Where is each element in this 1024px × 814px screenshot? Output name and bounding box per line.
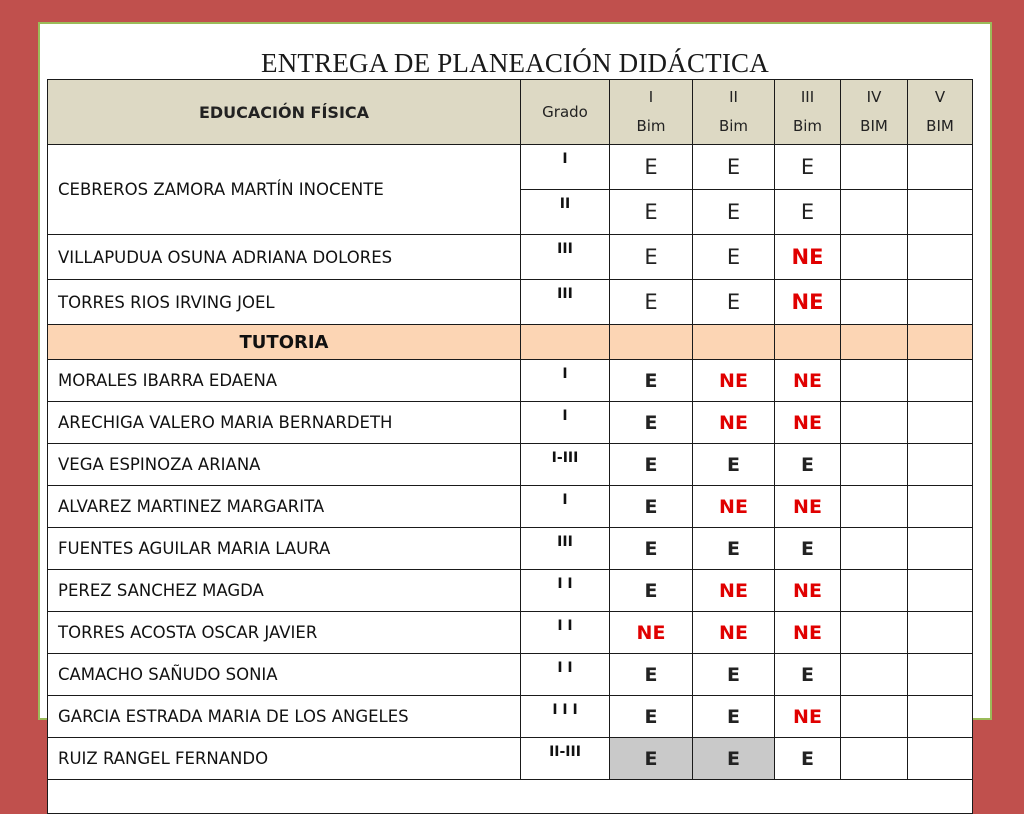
teacher-name: CEBREROS ZAMORA MARTÍN INOCENTE bbox=[48, 145, 521, 235]
subject-header: EDUCACIÓN FÍSICA bbox=[48, 80, 521, 145]
bim-5-cell bbox=[908, 528, 973, 570]
bim-3-cell: NE bbox=[775, 486, 841, 528]
teacher-name: CAMACHO SAÑUDO SONIA bbox=[48, 654, 521, 696]
bim-5-cell bbox=[908, 190, 973, 235]
bim-1-cell: E bbox=[610, 528, 693, 570]
table-row bbox=[48, 486, 973, 528]
tutoria-empty-cell bbox=[841, 325, 908, 360]
grade-cell: I bbox=[521, 360, 610, 402]
bim-5-cell bbox=[908, 402, 973, 444]
teacher-name: VILLAPUDUA OSUNA ADRIANA DOLORES bbox=[48, 235, 521, 280]
grade-cell: II bbox=[521, 190, 610, 235]
grade-cell: II-III bbox=[521, 738, 610, 780]
teacher-name: TORRES ACOSTA OSCAR JAVIER bbox=[48, 612, 521, 654]
bim-2-cell: E bbox=[693, 280, 775, 325]
col-header-5-line2: BIM bbox=[926, 117, 954, 135]
table-row bbox=[48, 145, 973, 190]
bim-1-cell: E bbox=[610, 570, 693, 612]
bim-3-cell: E bbox=[775, 190, 841, 235]
bim-2-cell: NE bbox=[693, 570, 775, 612]
bim-4-cell bbox=[841, 612, 908, 654]
table-row bbox=[48, 528, 973, 570]
teacher-name: GARCIA ESTRADA MARIA DE LOS ANGELES bbox=[48, 696, 521, 738]
empty-row bbox=[48, 780, 973, 814]
table-row bbox=[48, 570, 973, 612]
bim-1-cell: E bbox=[610, 696, 693, 738]
grade-cell: III bbox=[521, 280, 610, 325]
bim-4-cell bbox=[841, 570, 908, 612]
table-row bbox=[48, 235, 973, 280]
col-header-3 bbox=[775, 80, 841, 145]
delivery-table bbox=[47, 79, 973, 814]
table-row bbox=[48, 360, 973, 402]
bim-4-cell bbox=[841, 280, 908, 325]
bim-4-cell bbox=[841, 528, 908, 570]
bim-3-cell: E bbox=[775, 145, 841, 190]
bim-2-cell: E bbox=[693, 738, 775, 780]
teacher-name: ALVAREZ MARTINEZ MARGARITA bbox=[48, 486, 521, 528]
grade-cell: I I I bbox=[521, 696, 610, 738]
bim-2-cell: E bbox=[693, 654, 775, 696]
table-row bbox=[48, 402, 973, 444]
grade-cell: I bbox=[521, 145, 610, 190]
bim-3-cell: E bbox=[775, 528, 841, 570]
bim-4-cell bbox=[841, 654, 908, 696]
bim-4-cell bbox=[841, 444, 908, 486]
grade-cell: I I bbox=[521, 570, 610, 612]
bim-2-cell: NE bbox=[693, 402, 775, 444]
grade-cell: I bbox=[521, 486, 610, 528]
col-header-1 bbox=[610, 80, 693, 145]
tutoria-empty-cell bbox=[610, 325, 693, 360]
page-title: ENTREGA DE PLANEACIÓN DIDÁCTICA bbox=[261, 48, 769, 78]
bim-2-cell: NE bbox=[693, 486, 775, 528]
bim-4-cell bbox=[841, 235, 908, 280]
col-header-4 bbox=[841, 80, 908, 145]
bim-3-cell: NE bbox=[775, 570, 841, 612]
teacher-name: ARECHIGA VALERO MARIA BERNARDETH bbox=[48, 402, 521, 444]
bim-1-cell: E bbox=[610, 145, 693, 190]
bim-1-cell: E bbox=[610, 190, 693, 235]
table-row bbox=[48, 738, 973, 780]
bim-5-cell bbox=[908, 696, 973, 738]
col-header-3-line1: III bbox=[800, 88, 815, 106]
bim-1-cell: E bbox=[610, 402, 693, 444]
empty-cell bbox=[48, 780, 973, 814]
bim-4-cell bbox=[841, 486, 908, 528]
teacher-name: TORRES RIOS IRVING JOEL bbox=[48, 280, 521, 325]
col-header-5 bbox=[908, 80, 973, 145]
teacher-name: MORALES IBARRA EDAENA bbox=[48, 360, 521, 402]
bim-5-cell bbox=[908, 570, 973, 612]
bim-2-cell: NE bbox=[693, 360, 775, 402]
bim-2-cell: E bbox=[693, 696, 775, 738]
bim-4-cell bbox=[841, 738, 908, 780]
tutoria-empty-cell bbox=[693, 325, 775, 360]
bim-5-cell bbox=[908, 360, 973, 402]
bim-3-cell: NE bbox=[775, 696, 841, 738]
table-row bbox=[48, 654, 973, 696]
grado-header: Grado bbox=[521, 80, 610, 145]
bim-2-cell: E bbox=[693, 235, 775, 280]
grade-cell: I-III bbox=[521, 444, 610, 486]
teacher-name: RUIZ RANGEL FERNANDO bbox=[48, 738, 521, 780]
bim-4-cell bbox=[841, 190, 908, 235]
table-row bbox=[48, 280, 973, 325]
bim-5-cell bbox=[908, 235, 973, 280]
bim-5-cell bbox=[908, 486, 973, 528]
tutoria-label: TUTORIA bbox=[48, 325, 521, 360]
bim-2-cell: NE bbox=[693, 612, 775, 654]
bim-3-cell: E bbox=[775, 654, 841, 696]
tutoria-section-row bbox=[48, 325, 973, 360]
bim-4-cell bbox=[841, 696, 908, 738]
teacher-name: VEGA ESPINOZA ARIANA bbox=[48, 444, 521, 486]
table-row bbox=[48, 612, 973, 654]
tutoria-empty-cell bbox=[521, 325, 610, 360]
header-row bbox=[48, 80, 973, 145]
bim-3-cell: E bbox=[775, 444, 841, 486]
bim-3-cell: NE bbox=[775, 360, 841, 402]
col-header-2 bbox=[693, 80, 775, 145]
grade-cell: I I bbox=[521, 612, 610, 654]
col-header-3-line2: Bim bbox=[792, 117, 823, 135]
bim-3-cell: NE bbox=[775, 612, 841, 654]
tutoria-empty-cell bbox=[775, 325, 841, 360]
bim-5-cell bbox=[908, 654, 973, 696]
bim-1-cell: E bbox=[610, 360, 693, 402]
grade-cell: III bbox=[521, 528, 610, 570]
grade-cell: I bbox=[521, 402, 610, 444]
bim-3-cell: NE bbox=[775, 280, 841, 325]
bim-5-cell bbox=[908, 280, 973, 325]
bim-2-cell: E bbox=[693, 190, 775, 235]
bim-4-cell bbox=[841, 360, 908, 402]
bim-4-cell bbox=[841, 145, 908, 190]
bim-5-cell bbox=[908, 145, 973, 190]
table-row bbox=[48, 444, 973, 486]
table-row bbox=[48, 696, 973, 738]
bim-5-cell bbox=[908, 444, 973, 486]
col-header-4-line1: IV bbox=[866, 88, 882, 106]
bim-2-cell: E bbox=[693, 444, 775, 486]
grade-cell: III bbox=[521, 235, 610, 280]
col-header-2-line1: II bbox=[729, 88, 738, 106]
bim-2-cell: E bbox=[693, 528, 775, 570]
grade-cell: I I bbox=[521, 654, 610, 696]
bim-1-cell: E bbox=[610, 654, 693, 696]
bim-1-cell: E bbox=[610, 235, 693, 280]
col-header-1-line2: Bim bbox=[636, 117, 666, 135]
bim-1-cell: E bbox=[610, 280, 693, 325]
col-header-1-line1: I bbox=[648, 88, 654, 106]
bim-4-cell bbox=[841, 402, 908, 444]
bim-1-cell: NE bbox=[610, 612, 693, 654]
bim-1-cell: E bbox=[610, 486, 693, 528]
bim-3-cell: NE bbox=[775, 235, 841, 280]
teacher-name: FUENTES AGUILAR MARIA LAURA bbox=[48, 528, 521, 570]
bim-3-cell: NE bbox=[775, 402, 841, 444]
bim-1-cell: E bbox=[610, 444, 693, 486]
bim-1-cell: E bbox=[610, 738, 693, 780]
bim-3-cell: E bbox=[775, 738, 841, 780]
col-header-5-line1: V bbox=[934, 88, 946, 106]
bim-5-cell bbox=[908, 612, 973, 654]
col-header-2-line2: Bim bbox=[718, 117, 749, 135]
teacher-name: PEREZ SANCHEZ MAGDA bbox=[48, 570, 521, 612]
col-header-4-line2: BIM bbox=[860, 117, 888, 135]
bim-2-cell: E bbox=[693, 145, 775, 190]
bim-5-cell bbox=[908, 738, 973, 780]
tutoria-empty-cell bbox=[908, 325, 973, 360]
